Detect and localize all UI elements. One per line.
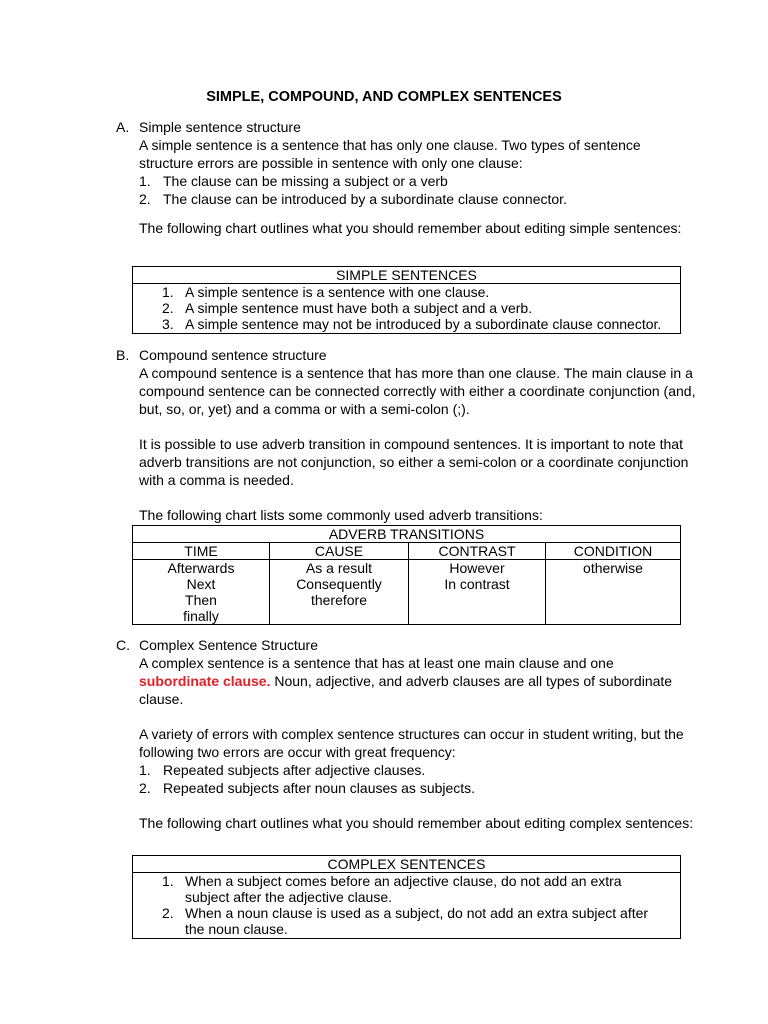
list-item: 1. The clause can be missing a subject or a verb <box>139 173 448 189</box>
section-a-letter: A. <box>116 119 130 135</box>
simple-sentences-table <box>132 266 681 334</box>
cause-cell: As a result Consequently therefore <box>270 560 409 625</box>
section-b-letter: B. <box>116 347 130 363</box>
complex-sentences-list <box>133 873 680 938</box>
section-simple <box>116 118 696 237</box>
subordinate-clause-highlight: subordinate clause. <box>139 673 271 689</box>
section-a-chart-intro: The following chart outlines what you should remember about editing simple sentences: <box>139 220 682 236</box>
list-item: 2. When a noun clause is used as a subject, do not add an extra subject after the noun clause. <box>162 905 649 937</box>
section-b-chart-intro: The following chart lists some commonly used adverb transitions: <box>139 507 543 523</box>
column-header-contrast: CONTRAST <box>409 543 546 560</box>
condition-cell: otherwise <box>546 560 681 625</box>
list-item: 2. The clause can be introduced by a subordinate clause connector. <box>139 191 567 207</box>
list-item: 2. Repeated subjects after noun clauses as subjects. <box>139 780 476 796</box>
complex-sentences-table <box>132 855 681 939</box>
section-b-para1: A compound sentence is a sentence that has more than one clause. The main clause in a compound sentence can be connected correctly with either a coordinate conjunction (and, but, so, or, yet) and a comma or with a semi-colon (;). <box>139 365 696 417</box>
section-c-heading <box>116 636 696 654</box>
column-header-time: TIME <box>133 543 270 560</box>
contrast-cell: However In contrast <box>409 560 546 625</box>
section-b-title: Compound sentence structure <box>139 347 327 363</box>
list-item: 1. When a subject comes before an adjective clause, do not add an extra subject after the adjective clause. <box>162 873 622 905</box>
list-item: 1. Repeated subjects after adjective clauses. <box>139 762 426 778</box>
section-compound <box>116 346 696 524</box>
section-c-title: Complex Sentence Structure <box>139 637 318 653</box>
table-header: SIMPLE SENTENCES <box>133 267 681 284</box>
section-c-error-list <box>139 761 696 797</box>
table-header: COMPLEX SENTENCES <box>133 856 681 873</box>
section-b-para2: It is possible to use adverb transition in compound sentences. It is important to note that adverb transitions are not conjunction, so either a semi-colon or a coordinate conjunction with a comma is needed. <box>139 436 689 488</box>
column-header-cause: CAUSE <box>270 543 409 560</box>
time-cell: Afterwards Next Then finally <box>133 560 270 625</box>
simple-sentences-list <box>133 284 680 333</box>
section-c-intro: A complex sentence is a sentence that has at least one main clause and one subordinate clause. Noun, adjective, and adverb clauses are all types of subordinate clause. <box>139 655 673 707</box>
section-c-chart-intro: The following chart outlines what you should remember about editing complex sentences: <box>139 815 694 831</box>
section-c-letter: C. <box>116 637 130 653</box>
column-header-condition: CONDITION <box>546 543 681 560</box>
page-title: SIMPLE, COMPOUND, AND COMPLEX SENTENCES <box>206 89 562 105</box>
section-a-intro: A simple sentence is a sentence that has only one clause. Two types of sentence structure errors are possible in sentence with only one clause: <box>139 137 641 171</box>
section-a-heading <box>116 118 696 136</box>
section-a-error-list <box>139 172 696 208</box>
section-a-title: Simple sentence structure <box>139 119 301 135</box>
list-item: 1. A simple sentence is a sentence with one clause. <box>162 284 490 300</box>
list-item: 3. A simple sentence may not be introduced by a subordinate clause connector. <box>162 316 662 332</box>
section-complex <box>116 636 696 832</box>
table-title: ADVERB TRANSITIONS <box>133 526 681 543</box>
section-c-errors-intro: A variety of errors with complex sentence structures can occur in student writing, but the following two errors are occur with great frequency: <box>139 726 684 760</box>
adverb-transitions-table <box>132 525 681 625</box>
list-item: 2. A simple sentence must have both a subject and a verb. <box>162 300 533 316</box>
section-b-heading <box>116 346 696 364</box>
